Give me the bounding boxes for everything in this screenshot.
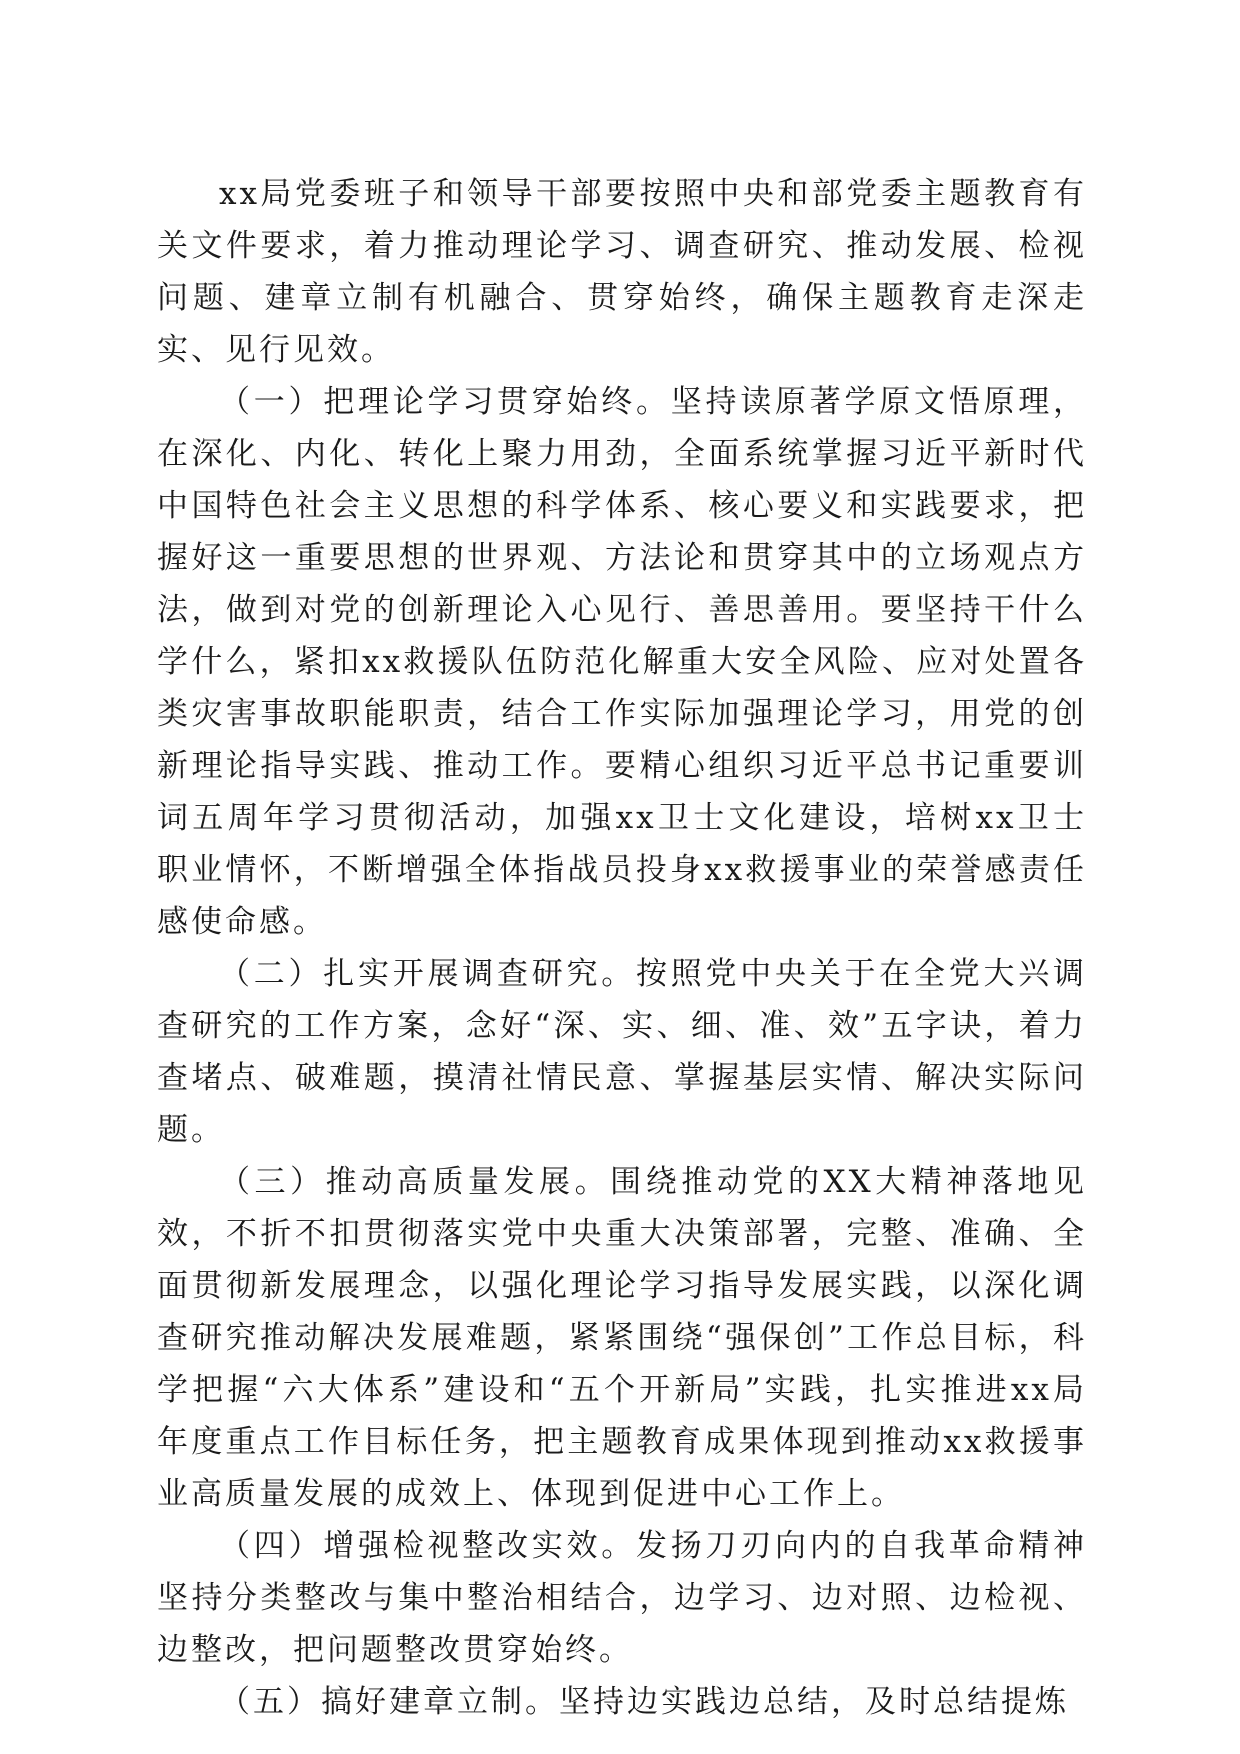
- paragraph-inspection-rectification: （四）增强检视整改实效。发扬刀刃向内的自我革命精神坚持分类整改与集中整治相结合，边学习、边对照、边检视、边整改，把问题整改贯穿始终。: [157, 1528, 1087, 1668]
- paragraph-theory-study: （一）把理论学习贯穿始终。坚持读原著学原文悟原理，在深化、内化、转化上聚力用劲，全面系统掌握习近平新时代中国特色社会主义思想的科学体系、核心要义和实践要求，把握好这一重要思想的世界观、方法论和贯穿其中的立场观点方法，做到对党的创新理论入心见行、善思善用。要坚持干什么学什么，紧扣xx救援队伍防范化解重大安全风险、应对处置各类灾害事故职能职责，结合工作实际加强理论学习，用党的创新理论指导实践、推动工作。要精心组织习近平总书记重要训词五周年学习贯彻活动，加强xx卫士文化建设，培树xx卫士职业情怀，不断增强全体指战员投身xx救援事业的荣誉感责任感使命感。: [157, 384, 1087, 940]
- paragraph-investigation-research: （二）扎实开展调查研究。按照党中央关于在全党大兴调查研究的工作方案，念好“深、实、细、准、效”五字诀，着力查堵点、破难题，摸清社情民意、掌握基层实情、解决实际问题。: [157, 956, 1087, 1148]
- paragraph-intro: xx局党委班子和领导干部要按照中央和部党委主题教育有关文件要求，着力推动理论学习、调查研究、推动发展、检视问题、建章立制有机融合、贯穿始终，确保主题教育走深走实、见行见效。: [157, 176, 1087, 368]
- document-body: [157, 168, 1087, 1728]
- paragraph-high-quality-development: （三）推动高质量发展。围绕推动党的XX大精神落地见效，不折不扣贯彻落实党中央重大决策部署，完整、准确、全面贯彻新发展理念，以强化理论学习指导发展实践，以深化调查研究推动解决发展难题，紧紧围绕“强保创”工作总目标，科学把握“六大体系”建设和“五个开新局”实践，扎实推进xx局年度重点工作目标任务，把主题教育成果体现到推动xx救援事业高质量发展的成效上、体现到促进中心工作上。: [157, 1164, 1087, 1512]
- paragraph-institution-building: （五）搞好建章立制。坚持边实践边总结，及时总结提炼: [219, 1684, 1069, 1720]
